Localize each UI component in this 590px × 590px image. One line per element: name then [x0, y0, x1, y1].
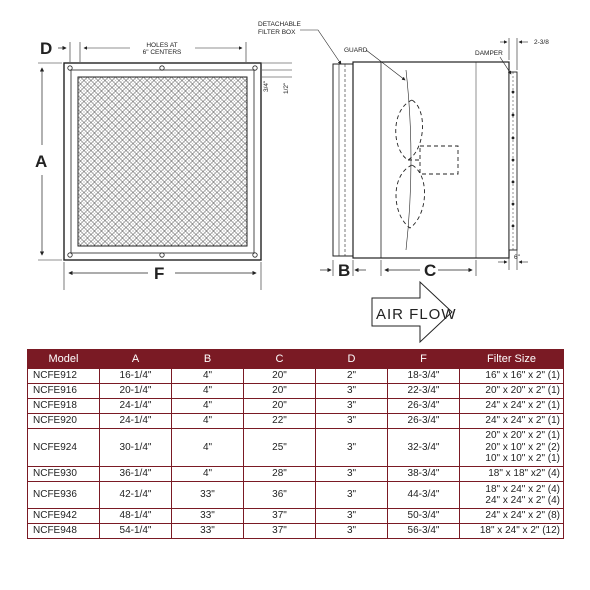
cell-f: 32-3/4" [388, 429, 460, 467]
cell-a: 36-1/4" [100, 467, 172, 482]
filter-size-line: 18" x 24" x 2" (4) [485, 483, 560, 495]
filter-size-line: 10" x 10" x 2" (1) [485, 453, 560, 465]
filter-size-line: 18" x 24" x 2" (12) [479, 525, 560, 537]
cell-c: 20" [244, 384, 316, 399]
cell-d: 3" [316, 429, 388, 467]
filter-size-line: 24" x 24" x 2" (1) [485, 415, 560, 427]
cell-filter [460, 399, 564, 414]
cell-model: NCFE920 [28, 414, 100, 429]
filter-size-line: 16" x 16" x 2" (1) [485, 370, 560, 382]
cell-f: 44-3/4" [388, 482, 460, 509]
cell-f: 50-3/4" [388, 509, 460, 524]
cell-filter [460, 429, 564, 467]
dim-6-label: 6" [514, 254, 520, 261]
col-header: C [244, 350, 316, 369]
cell-c: 22" [244, 414, 316, 429]
cell-b: 33" [172, 482, 244, 509]
cell-a: 20-1/4" [100, 384, 172, 399]
detachable-note-line1: DETACHABLE [258, 21, 301, 28]
cell-c: 20" [244, 369, 316, 384]
cell-a: 16-1/4" [100, 369, 172, 384]
filter-size-line: 18" x 18" x2" (4) [488, 468, 560, 480]
cell-model: NCFE936 [28, 482, 100, 509]
guard-label: GUARD [344, 47, 368, 54]
cell-model: NCFE916 [28, 384, 100, 399]
table-row [28, 369, 564, 384]
cell-c: 20" [244, 399, 316, 414]
cell-model: NCFE912 [28, 369, 100, 384]
cell-b: 4" [172, 399, 244, 414]
holes-note-line2: 6" CENTERS [142, 49, 182, 56]
cell-a: 30-1/4" [100, 429, 172, 467]
col-header: B [172, 350, 244, 369]
dim-a-label: A [35, 152, 48, 171]
cell-model: NCFE924 [28, 429, 100, 467]
cell-a: 48-1/4" [100, 509, 172, 524]
detachable-note-line2: FILTER BOX [258, 29, 296, 36]
cell-filter [460, 384, 564, 399]
cell-b: 4" [172, 369, 244, 384]
cell-filter [460, 509, 564, 524]
filter-size-line: 20" x 10" x 2" (2) [485, 441, 560, 453]
damper-label: DAMPER [475, 50, 503, 57]
cell-a: 24-1/4" [100, 399, 172, 414]
cell-d: 3" [316, 482, 388, 509]
table-row [28, 482, 564, 509]
cell-c: 28" [244, 467, 316, 482]
cell-d: 3" [316, 509, 388, 524]
filter-size-line: 20" x 20" x 2" (1) [485, 385, 560, 397]
cell-b: 33" [172, 524, 244, 539]
cell-b: 4" [172, 414, 244, 429]
cell-f: 22-3/4" [388, 384, 460, 399]
dim-2-3-8-label: 2-3/8 [534, 39, 549, 46]
cell-model: NCFE948 [28, 524, 100, 539]
table-row [28, 399, 564, 414]
cell-a: 42-1/4" [100, 482, 172, 509]
cell-f: 38-3/4" [388, 467, 460, 482]
front-view [35, 39, 292, 290]
cell-filter [460, 369, 564, 384]
cell-filter [460, 467, 564, 482]
filter-size-line: 20" x 20" x 2" (1) [485, 430, 560, 442]
cell-d: 3" [316, 467, 388, 482]
table-body [28, 369, 564, 539]
cell-c: 25" [244, 429, 316, 467]
cell-d: 3" [316, 399, 388, 414]
cell-b: 4" [172, 467, 244, 482]
cell-f: 18-3/4" [388, 369, 460, 384]
cell-filter [460, 414, 564, 429]
cell-d: 3" [316, 414, 388, 429]
dim-d-label: D [40, 39, 53, 58]
filter-size-line: 24" x 24" x 2" (1) [485, 400, 560, 412]
side-note-2: 1/2" [283, 82, 290, 94]
cell-model: NCFE930 [28, 467, 100, 482]
filter-size-line: 24" x 24" x 2" (4) [485, 495, 560, 506]
dim-f-label: F [154, 264, 165, 283]
cell-model: NCFE942 [28, 509, 100, 524]
cell-model: NCFE918 [28, 399, 100, 414]
cell-a: 54-1/4" [100, 524, 172, 539]
col-header: Filter Size [460, 350, 564, 369]
cell-f: 26-3/4" [388, 414, 460, 429]
cell-a: 24-1/4" [100, 414, 172, 429]
cell-f: 26-3/4" [388, 399, 460, 414]
filter-size-line: 24" x 24" x 2" (8) [485, 510, 560, 522]
table-row [28, 414, 564, 429]
col-header: F [388, 350, 460, 369]
table-row [28, 524, 564, 539]
cell-f: 56-3/4" [388, 524, 460, 539]
col-header: A [100, 350, 172, 369]
cell-d: 3" [316, 524, 388, 539]
table-row [28, 467, 564, 482]
side-view [258, 21, 549, 280]
col-header: Model [28, 350, 100, 369]
cell-b: 4" [172, 429, 244, 467]
filter-mesh [78, 77, 247, 246]
table-row [28, 384, 564, 399]
holes-note-line1: HOLES AT [146, 42, 178, 49]
spec-table [27, 349, 564, 539]
col-header: D [316, 350, 388, 369]
air-flow-label: AIR FLOW [376, 306, 457, 323]
cell-d: 3" [316, 384, 388, 399]
cell-b: 4" [172, 384, 244, 399]
cell-c: 36" [244, 482, 316, 509]
side-note-1: 3/4" [263, 80, 270, 92]
table-row [28, 429, 564, 467]
table-header-row [28, 350, 564, 369]
cell-d: 2" [316, 369, 388, 384]
table-row [28, 509, 564, 524]
cell-filter [460, 524, 564, 539]
air-flow-arrow [372, 282, 457, 342]
cell-c: 37" [244, 524, 316, 539]
dim-b-label: B [338, 261, 351, 280]
cell-c: 37" [244, 509, 316, 524]
dim-c-label: C [424, 261, 437, 280]
cell-b: 33" [172, 509, 244, 524]
cell-filter [460, 482, 564, 509]
